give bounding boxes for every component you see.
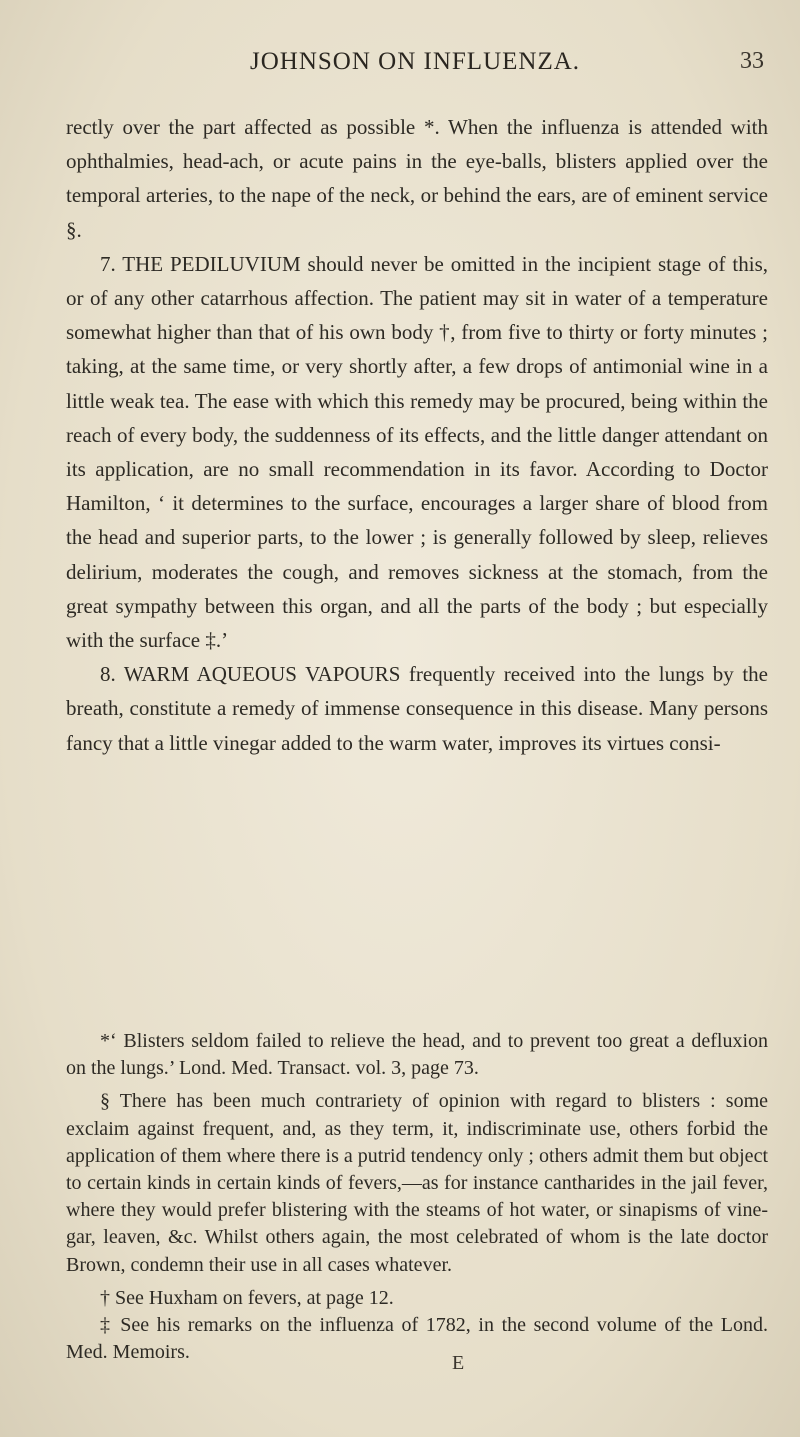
running-head: JOHNSON ON INFLUENZA. xyxy=(250,48,581,75)
signature-mark: E xyxy=(452,1352,465,1374)
page-header xyxy=(30,48,770,88)
footnote-contrariety: § There has been much contrariety of opinion with regard to blisters : some exclaim against frequent, and, as they term, it, indiscriminate use, others forbid the application of them where there is a putrid tendency only ; others admit them but object to certain kinds in certain kinds of fevers,—as for instance cantharides in the jail fever, where they would prefer blistering with the steams of hot water, or sinapisms of vine-gar, leaven, &c. Whilst others again, the most celebrated of whom is the late doctor Brown, condemn their use in all cases whatever. xyxy=(66,1090,768,1276)
footnotes xyxy=(66,1028,768,1366)
page-number: 33 xyxy=(740,48,764,74)
footnote-blisters: *‘ Blisters seldom failed to relieve the head, and to prevent too great a defluxion on the lungs.’ Lond. Med. Transact. vol. 3, page 73. xyxy=(66,1030,768,1080)
paragraph-continued: rectly over the part affected as possible *. When the influenza is attended with ophthalmies, head-ach, or acute pains in the eye-balls, blisters applied over the temporal arteries, to the nape of the neck, or behind the ears, are of eminent service §. xyxy=(66,115,768,242)
footnote-influenza-1782: ‡ See his remarks on the influenza of 1782, in the second volume of the Lond. Med. Memoirs. xyxy=(66,1314,768,1364)
footnote-huxham: † See Huxham on fevers, at page 12. xyxy=(100,1286,394,1309)
paragraph-pediluvium: 7. THE PEDILUVIUM should never be omitted in the incipient stage of this, or of any other catarrhous affection. The patient may sit in water of a temperature somewhat higher than that of his own body †, from five to thirty or forty minutes ; taking, at the same time, or very shortly after, a few drops of antimonial wine in a little weak tea. The ease with which this remedy may be procured, being within the reach of every body, the suddenness of its effects, and the little danger attendant on its application, are no small recommendation in its favor. According to Doctor Hamilton, ‘ it determines to the surface, encourages a larger share of blood from the head and superior parts, to the lower ; is generally followed by sleep, relieves delirium, moderates the cough, and removes sickness at the stomach, from the great sympathy between this organ, and all the parts of the body ; but especially with the surface ‡.’ xyxy=(66,251,768,653)
paragraph-warm-vapours: 8. WARM AQUEOUS VAPOURS frequently received into the lungs by the breath, constitute a remedy of immense consequence in this disease. Many persons fancy that a little vinegar added to the warm water, improves its virtues consi- xyxy=(66,662,768,755)
body-text xyxy=(66,110,768,760)
